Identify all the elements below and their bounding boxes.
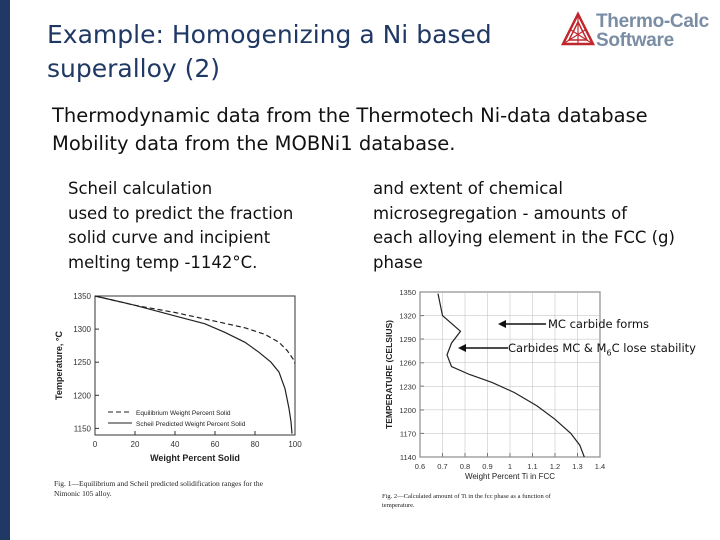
x-tick-label: 0.6 <box>414 462 426 471</box>
left-description <box>68 177 338 275</box>
y-tick-label: 1250 <box>73 358 91 368</box>
y-tick-label: 1200 <box>399 405 416 415</box>
legend-label-equilibrium: Equilibrium Weight Percent Solid <box>136 410 231 417</box>
arrow-carbides <box>458 342 510 354</box>
y-tick-label: 1260 <box>399 358 416 368</box>
triangle-logo-icon <box>560 10 596 50</box>
x-tick-label: 1.1 <box>527 462 538 471</box>
figure-1-ylabel: Temperature, °C <box>54 331 64 400</box>
x-tick-label: 60 <box>210 440 220 449</box>
figure-2-ylabel: TEMPERATURE (CELSIUS) <box>384 320 394 429</box>
x-tick-label: 0 <box>92 440 98 449</box>
x-tick-label: 1.2 <box>549 462 561 471</box>
logo-line-2: Software <box>596 30 674 51</box>
y-tick-label: 1320 <box>399 311 416 321</box>
x-tick-label: 20 <box>130 440 140 449</box>
x-tick-label: 100 <box>288 440 302 449</box>
x-tick-label: 0.7 <box>437 462 448 471</box>
accent-bar <box>0 0 10 540</box>
figure-1-caption-line-2: Nimonic 105 alloy. <box>54 489 112 498</box>
y-tick-label: 1200 <box>73 391 91 401</box>
right-line-1: and extent of chemical <box>373 179 563 198</box>
left-line-2: used to predict the fraction <box>68 203 294 223</box>
x-tick-label: 1.3 <box>572 462 583 471</box>
figure-1-xlabel: Weight Percent Solid <box>150 453 240 463</box>
y-tick-label: 1350 <box>399 288 416 297</box>
right-line-4: phase <box>373 252 423 272</box>
figure-2-caption-line-1: Fig. 2—Calculated amount of Ti in the fcc phase as a function of <box>382 493 551 500</box>
left-line-4: melting temp -1142°C. <box>68 252 258 272</box>
arrow-mc-carbide <box>498 318 548 330</box>
slide-title <box>47 18 547 86</box>
legend-label-scheil: Scheil Predicted Weight Percent Solid <box>136 421 246 428</box>
y-tick-label: 1150 <box>73 424 91 434</box>
annotation-carbides-stability: Carbides MC & $M_6C$ lose stability <box>508 341 696 358</box>
figure-2-caption-line-2: temperature. <box>382 502 415 509</box>
series-line-1 <box>95 296 295 364</box>
right-line-3: each alloying element in the FCC (g) <box>373 228 675 247</box>
intro-line-1: Thermodynamic data from the Thermotech Ni-data database <box>52 104 648 127</box>
figure-2-xlabel: Weight Percent Ti in FCC <box>464 472 556 481</box>
left-line-1: Scheil calculation <box>68 179 213 198</box>
figure-1-scheil-plot <box>50 282 350 522</box>
y-tick-label: 1350 <box>73 292 91 301</box>
figure-1-caption-line-1: Fig. 1—Equilibrium and Scheil predicted solidification ranges for the <box>54 479 263 488</box>
y-tick-label: 1230 <box>399 382 416 392</box>
title-line-1: Example: Homogenizing a Ni based <box>47 20 492 49</box>
x-tick-label: 0.8 <box>459 462 471 471</box>
x-tick-label: 0.9 <box>482 462 493 471</box>
y-tick-label: 1170 <box>399 429 416 439</box>
right-line-2: microsegregation - amounts of <box>373 203 628 223</box>
intro-text <box>52 102 648 158</box>
title-line-2: superalloy (2) <box>47 54 221 83</box>
left-line-3: solid curve and incipient <box>68 228 271 247</box>
x-tick-label: 80 <box>250 440 260 449</box>
thermo-calc-logo <box>560 10 710 56</box>
intro-line-2: Mobility data from the MOBNi1 database. <box>52 132 456 155</box>
y-tick-label: 1290 <box>399 335 416 345</box>
x-tick-label: 40 <box>170 440 180 449</box>
x-tick-label: 1.4 <box>594 462 606 471</box>
logo-line-1: Thermo-Calc <box>596 11 709 32</box>
y-tick-label: 1300 <box>73 325 91 335</box>
annotation-mc-carbide: MC carbide forms <box>548 317 650 331</box>
y-tick-label: 1140 <box>399 453 416 462</box>
x-tick-label: 1 <box>507 462 513 471</box>
right-description <box>373 177 673 275</box>
